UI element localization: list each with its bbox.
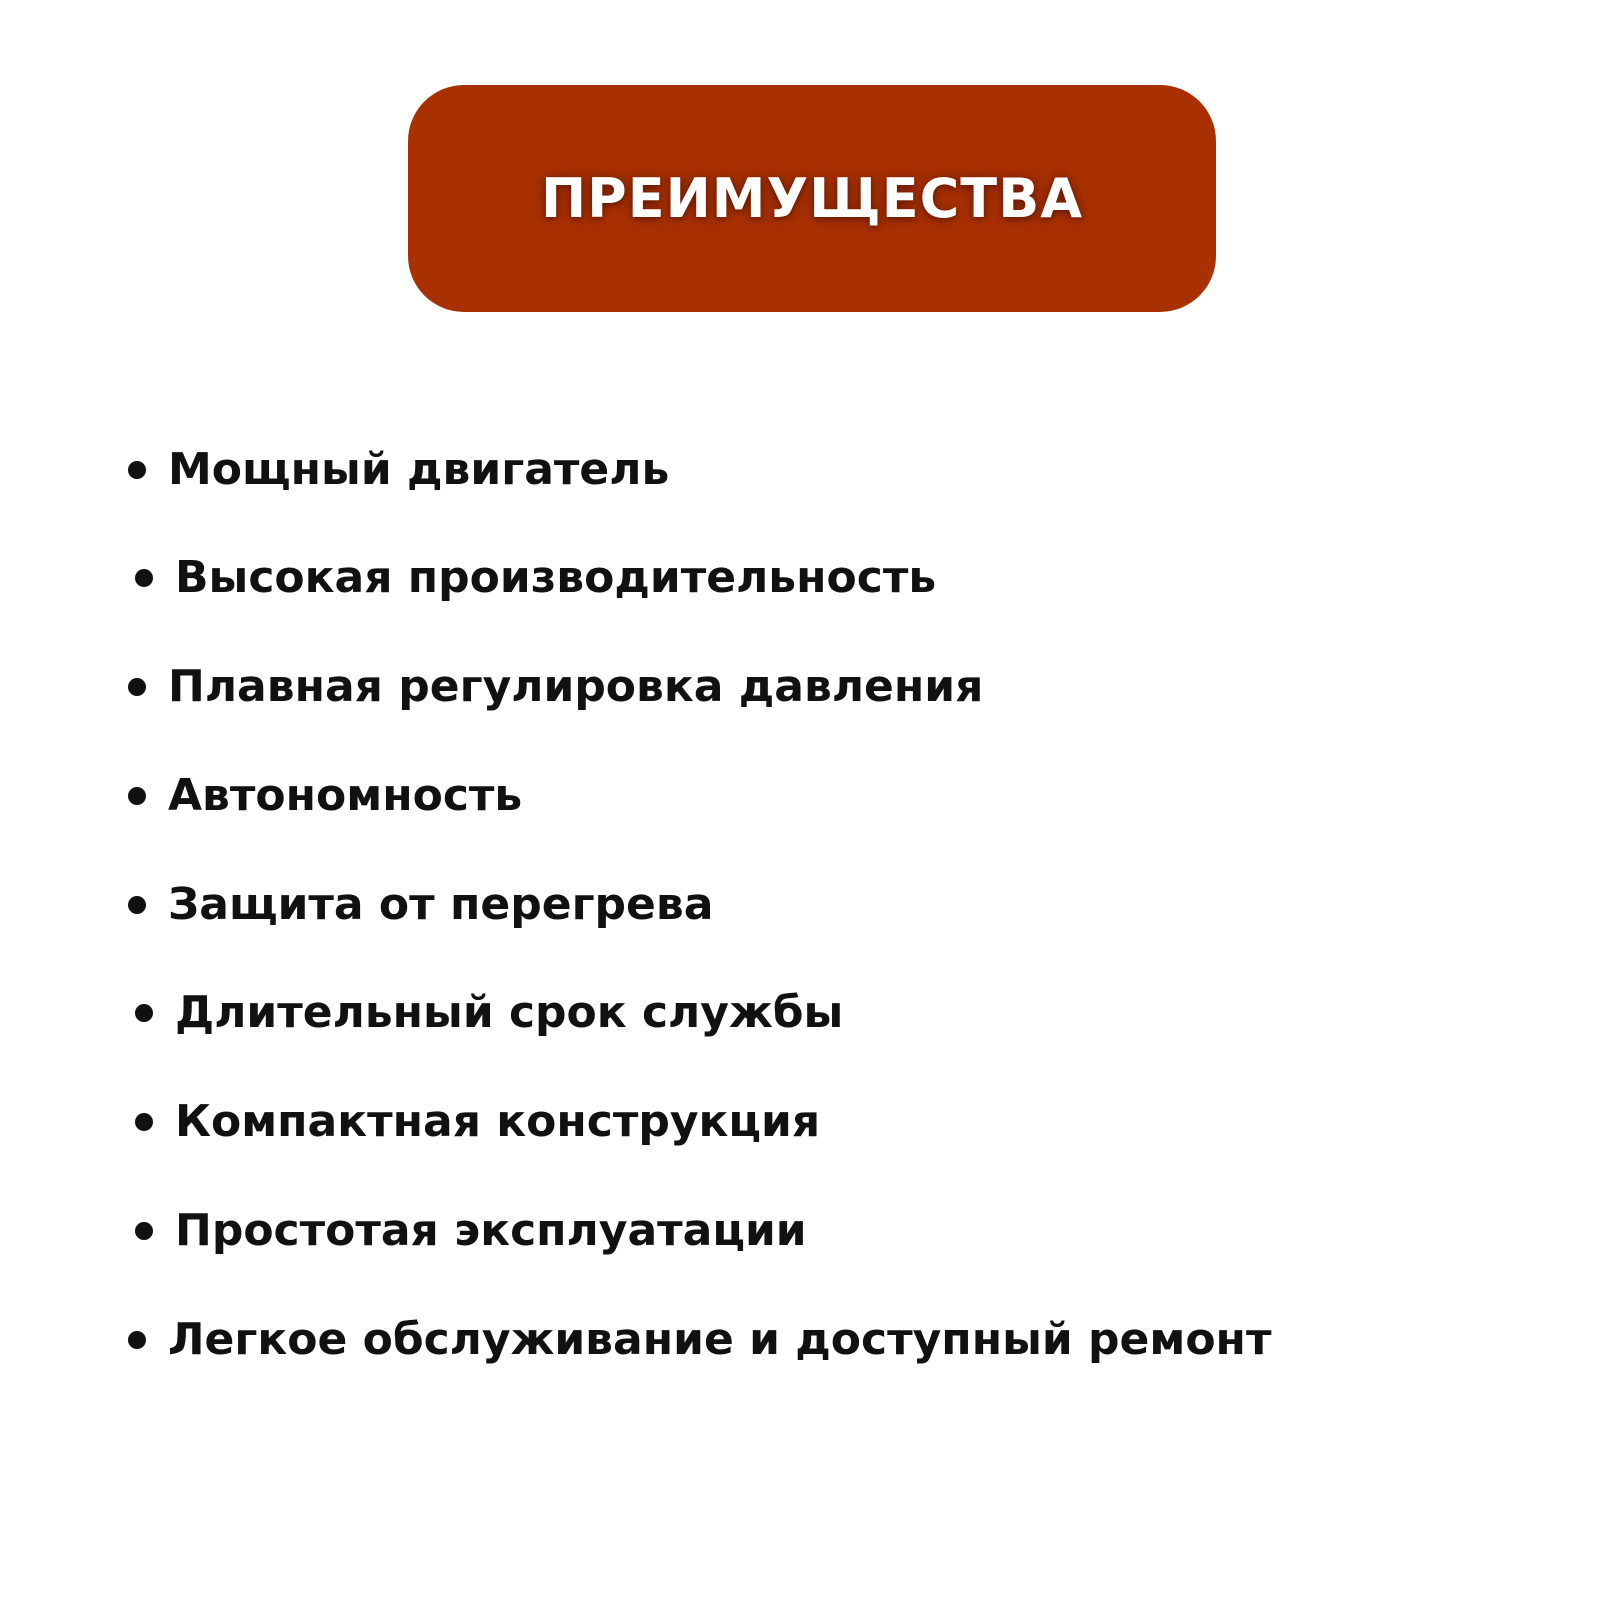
list-item-label: Автономность xyxy=(168,770,523,821)
bullet-icon xyxy=(128,461,146,479)
list-item-label: Высокая производительность xyxy=(175,552,937,603)
list-item xyxy=(135,548,936,608)
list-item xyxy=(128,1310,1271,1370)
bullet-icon xyxy=(128,896,146,914)
bullet-icon xyxy=(135,569,153,587)
list-item xyxy=(135,1201,807,1261)
list-item-label: Длительный срок службы xyxy=(175,987,844,1038)
list-item xyxy=(128,657,983,717)
list-item xyxy=(135,983,843,1043)
bullet-icon xyxy=(128,678,146,696)
list-item-label: Мощный двигатель xyxy=(168,444,670,495)
list-item-label: Защита от перегрева xyxy=(168,879,714,930)
page-title: ПРЕИМУЩЕСТВА xyxy=(540,167,1084,230)
bullet-icon xyxy=(135,1222,153,1240)
list-item xyxy=(128,766,522,826)
list-item xyxy=(128,875,713,935)
list-item-label: Легкое обслуживание и доступный ремонт xyxy=(168,1314,1272,1365)
bullet-icon xyxy=(128,1331,146,1349)
list-item xyxy=(135,1092,820,1152)
bullet-icon xyxy=(135,1113,153,1131)
list-item-label: Компактная конструкция xyxy=(175,1096,821,1147)
bullet-icon xyxy=(128,787,146,805)
list-item-label: Простотая эксплуатации xyxy=(175,1205,807,1256)
list-item xyxy=(128,440,669,500)
bullet-icon xyxy=(135,1004,153,1022)
list-item-label: Плавная регулировка давления xyxy=(168,661,984,712)
